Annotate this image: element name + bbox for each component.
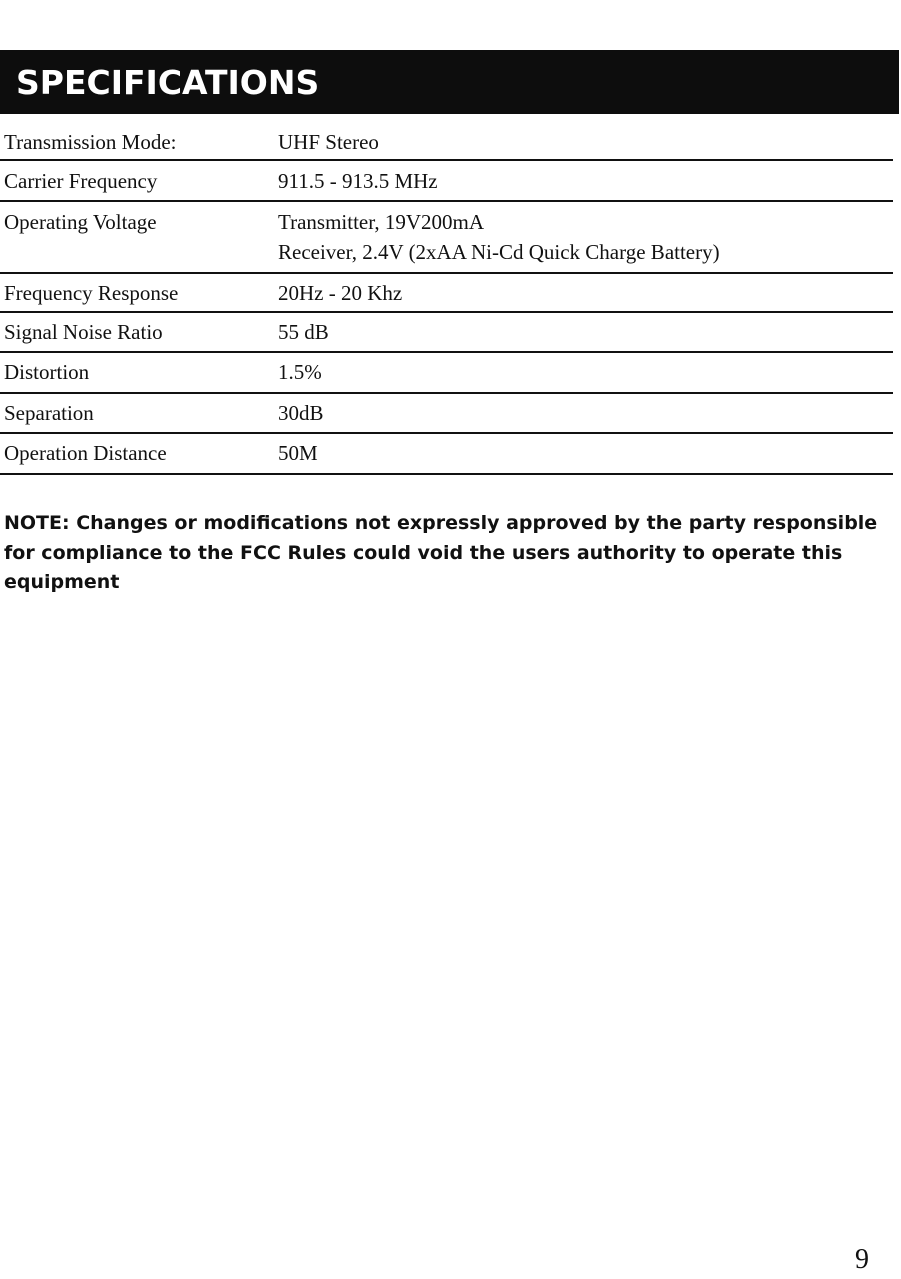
spec-value-line: 55 dB xyxy=(278,320,329,344)
spec-row-carrier-frequency xyxy=(0,161,893,202)
spec-value-line: 30dB xyxy=(278,401,324,425)
spec-row-separation xyxy=(0,394,893,434)
spec-row-transmission-mode xyxy=(0,121,893,161)
spec-label: Carrier Frequency xyxy=(4,169,158,193)
spec-label: Operating Voltage xyxy=(4,210,157,234)
spec-label: Separation xyxy=(4,401,94,425)
spec-label: Signal Noise Ratio xyxy=(4,320,163,344)
spec-row-frequency-response xyxy=(0,274,893,313)
specifications-table xyxy=(0,121,893,475)
spec-value xyxy=(278,357,893,392)
spec-value xyxy=(278,278,893,311)
spec-value-line: 50M xyxy=(278,441,318,465)
spec-value-line: UHF Stereo xyxy=(278,130,379,154)
spec-row-signal-noise-ratio xyxy=(0,313,893,353)
spec-label: Transmission Mode: xyxy=(4,130,177,154)
fcc-note: NOTE: Changes or modifications not expressly approved by the party responsible for compliance to the FCC Rules could void the users authority to operate this equipment xyxy=(4,512,878,593)
spec-value-line: Receiver, 2.4V (2xAA Ni-Cd Quick Charge Battery) xyxy=(278,240,720,264)
spec-row-operation-distance xyxy=(0,434,893,475)
spec-label: Distortion xyxy=(4,360,90,384)
spec-label: Operation Distance xyxy=(4,441,167,465)
spec-value xyxy=(278,127,893,159)
spec-row-operating-voltage xyxy=(0,202,893,274)
spec-value-line: 911.5 - 913.5 MHz xyxy=(278,169,438,193)
page-number: 9 xyxy=(855,1244,869,1275)
section-header-bar xyxy=(0,50,899,114)
spec-value xyxy=(278,317,893,351)
spec-label: Frequency Response xyxy=(4,281,179,305)
spec-value xyxy=(278,166,893,200)
spec-value-line: 20Hz - 20 Khz xyxy=(278,281,403,305)
spec-value xyxy=(278,398,893,432)
spec-value xyxy=(278,438,893,473)
spec-value xyxy=(278,207,893,272)
section-title: SPECIFICATIONS xyxy=(16,63,320,102)
spec-row-distortion xyxy=(0,353,893,394)
spec-value-line: 1.5% xyxy=(278,360,322,384)
spec-value-line: Transmitter, 19V200mA xyxy=(278,210,485,234)
